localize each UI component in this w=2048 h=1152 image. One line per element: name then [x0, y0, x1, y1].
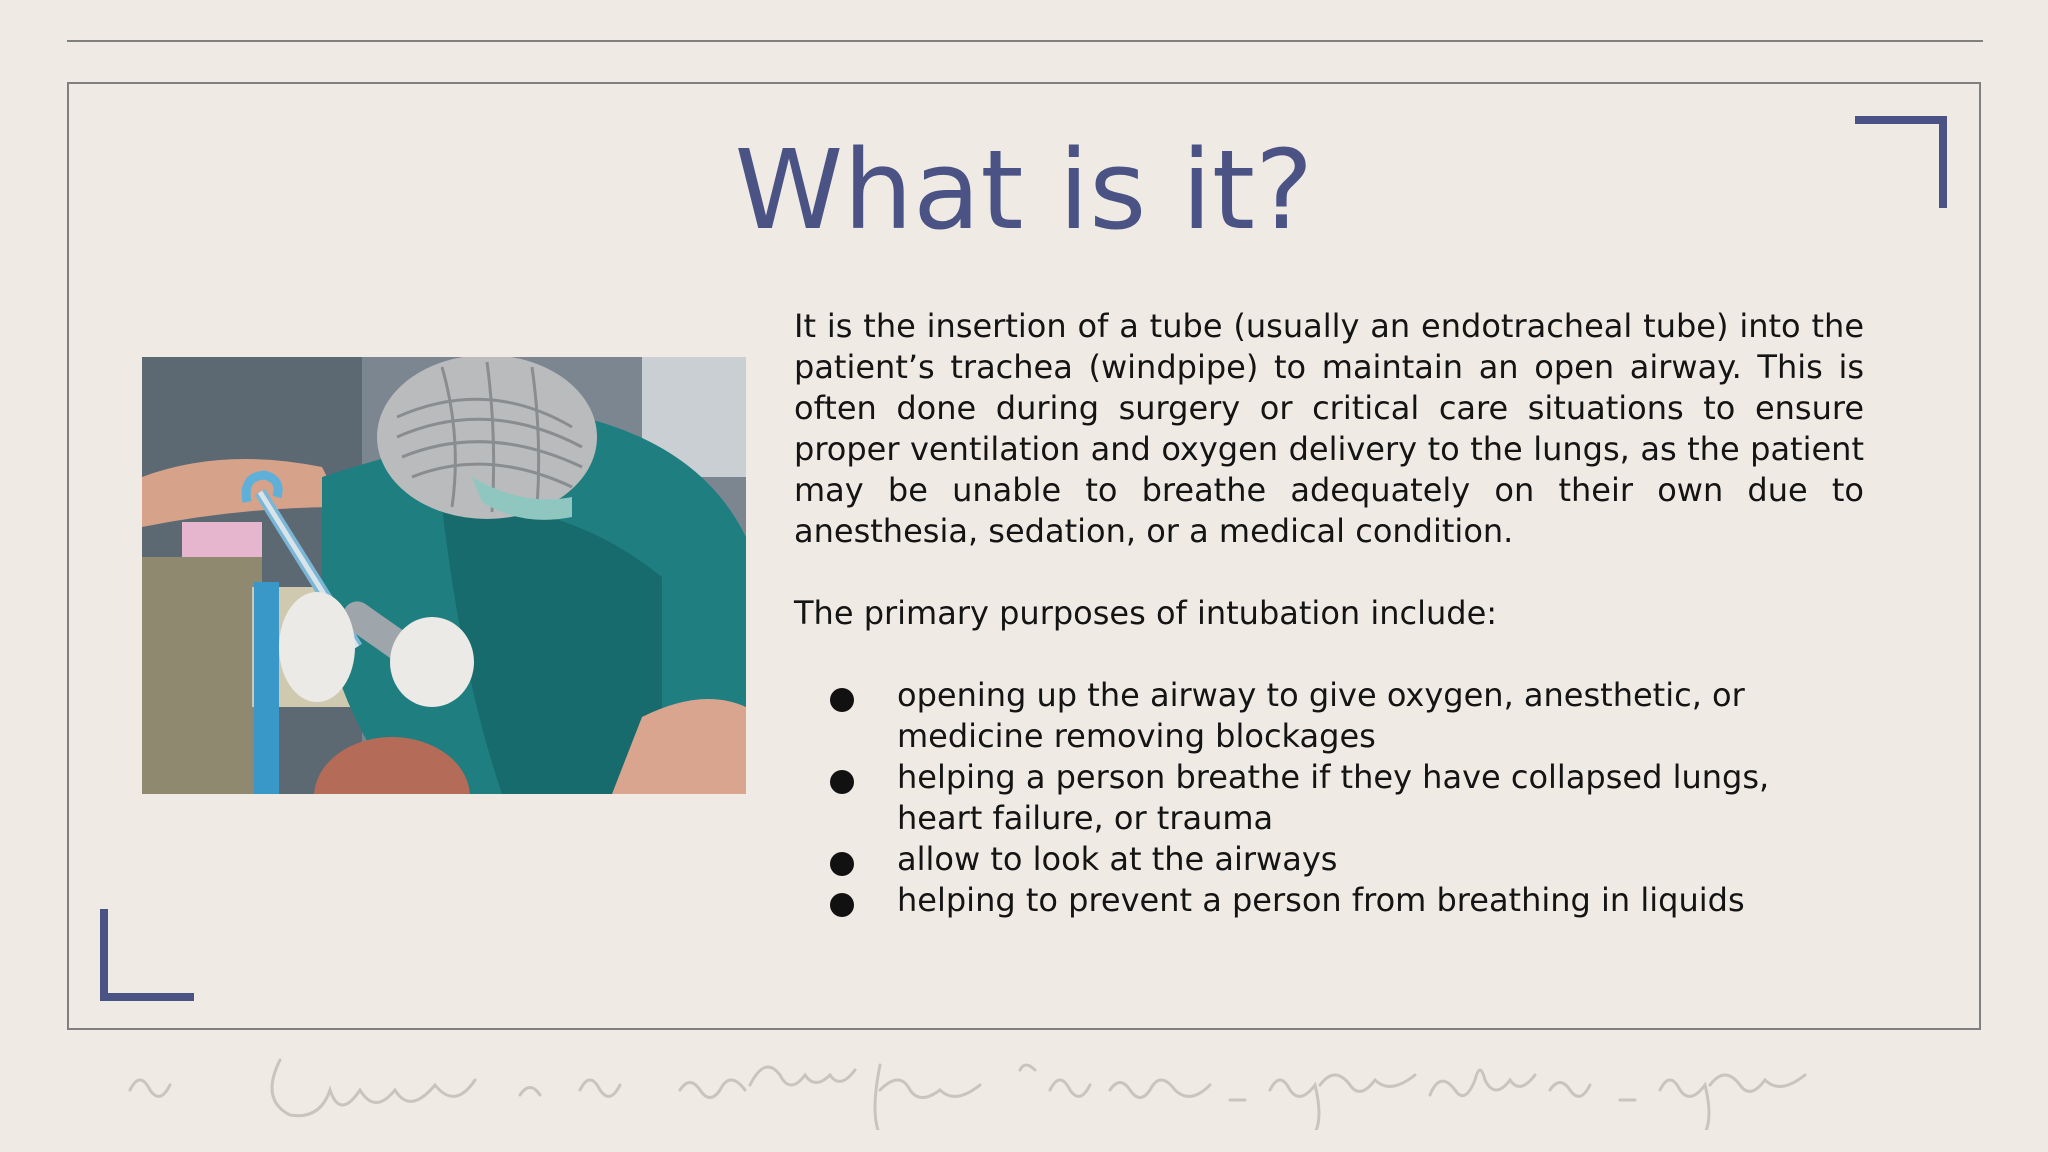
- list-item: helping a person breathe if they have collapsed lungs, heart failure, or trauma: [794, 757, 1864, 839]
- bullet-icon: [830, 852, 854, 876]
- intubation-photo: [142, 357, 746, 794]
- intro-paragraph: It is the insertion of a tube (usually an endotracheal tube) into the patient’s trachea (windpipe) to maintain an open airway. This is often done during surgery or critical care situations to ensure proper ventilation and oxygen delivery to the lungs, as the patient may be unable to breathe adequately on their own due to anesthesia, sedation, or a medical condition.: [794, 307, 1864, 550]
- bullet-icon: [830, 770, 854, 794]
- corner-bracket-bottom-left: [100, 909, 194, 1001]
- top-divider: [67, 40, 1983, 42]
- list-item: helping to prevent a person from breathing in liquids: [794, 880, 1864, 921]
- bullet-icon: [830, 893, 854, 917]
- slide-title: What is it?: [734, 126, 1314, 254]
- bullet-icon: [830, 688, 854, 712]
- purposes-heading: The primary purposes of intubation include:: [794, 594, 1498, 632]
- body-text: [794, 306, 1864, 921]
- list-item: allow to look at the airways: [794, 839, 1864, 880]
- handwriting-decoration: [100, 1030, 1980, 1130]
- list-item: opening up the airway to give oxygen, anesthetic, or medicine removing blockages: [794, 675, 1864, 757]
- purposes-list: [794, 675, 1864, 921]
